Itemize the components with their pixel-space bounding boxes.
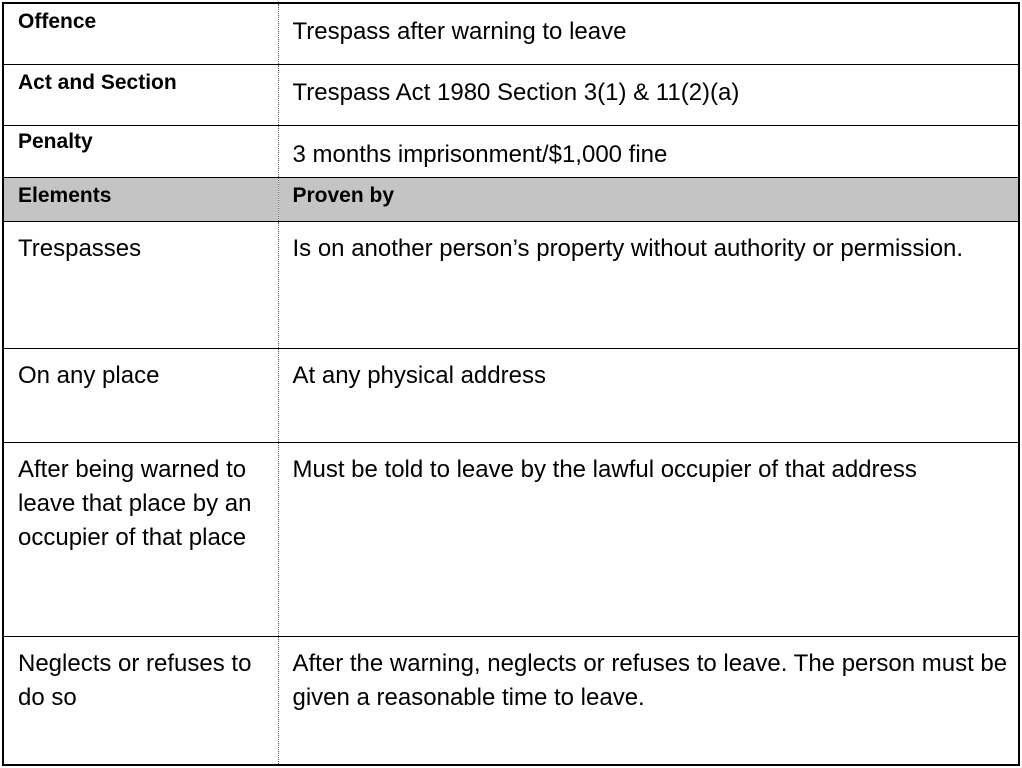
proven-by-text: Must be told to leave by the lawful occupier of that address xyxy=(292,455,917,483)
offence-label: Offence xyxy=(18,10,97,33)
offence-table xyxy=(2,2,1020,766)
elements-header: Elements xyxy=(18,183,112,207)
element-cell xyxy=(3,348,278,442)
proven-by-cell xyxy=(278,221,1019,348)
table-row xyxy=(3,221,1019,348)
table-row xyxy=(3,348,1019,442)
table-row xyxy=(3,442,1019,636)
proven-by-cell xyxy=(278,348,1019,442)
offence-value: Trespass after warning to leave xyxy=(292,18,627,45)
proven-by-header: Proven by xyxy=(292,183,395,207)
penalty-value-cell xyxy=(278,125,1019,177)
element-cell xyxy=(3,442,278,636)
element-cell xyxy=(3,221,278,348)
element-text: On any place xyxy=(18,361,160,389)
element-text: After being warned to leave that place by an occupier of that place xyxy=(18,455,252,551)
element-text: Trespasses xyxy=(18,234,142,262)
penalty-label-cell xyxy=(3,125,278,177)
penalty-value: 3 months imprisonment/$1,000 fine xyxy=(292,140,668,168)
table-row xyxy=(3,636,1019,765)
proven-by-text: Is on another person’s property without authority or permission. xyxy=(292,234,964,262)
elements-header-cell xyxy=(3,177,278,221)
act-section-label-cell xyxy=(3,64,278,125)
element-cell xyxy=(3,636,278,765)
proven-by-header-cell xyxy=(278,177,1019,221)
offence-label-cell xyxy=(3,3,278,64)
act-section-label: Act and Section xyxy=(18,70,177,94)
proven-by-cell xyxy=(278,442,1019,636)
penalty-row xyxy=(3,125,1019,177)
proven-by-text: At any physical address xyxy=(292,361,546,389)
proven-by-cell xyxy=(278,636,1019,765)
act-section-value-cell xyxy=(278,64,1019,125)
elements-header-row xyxy=(3,177,1019,221)
penalty-label: Penalty xyxy=(18,129,93,153)
act-section-value: Trespass Act 1980 Section 3(1) & 11(2)(a) xyxy=(292,78,740,106)
proven-by-text: After the warning, neglects or refuses to leave. The person must be given a reasonable time to leave. xyxy=(292,649,1008,711)
offence-row xyxy=(3,3,1019,64)
element-text: Neglects or refuses to do so xyxy=(18,649,252,711)
act-section-row xyxy=(3,64,1019,125)
offence-value-cell xyxy=(278,3,1019,64)
